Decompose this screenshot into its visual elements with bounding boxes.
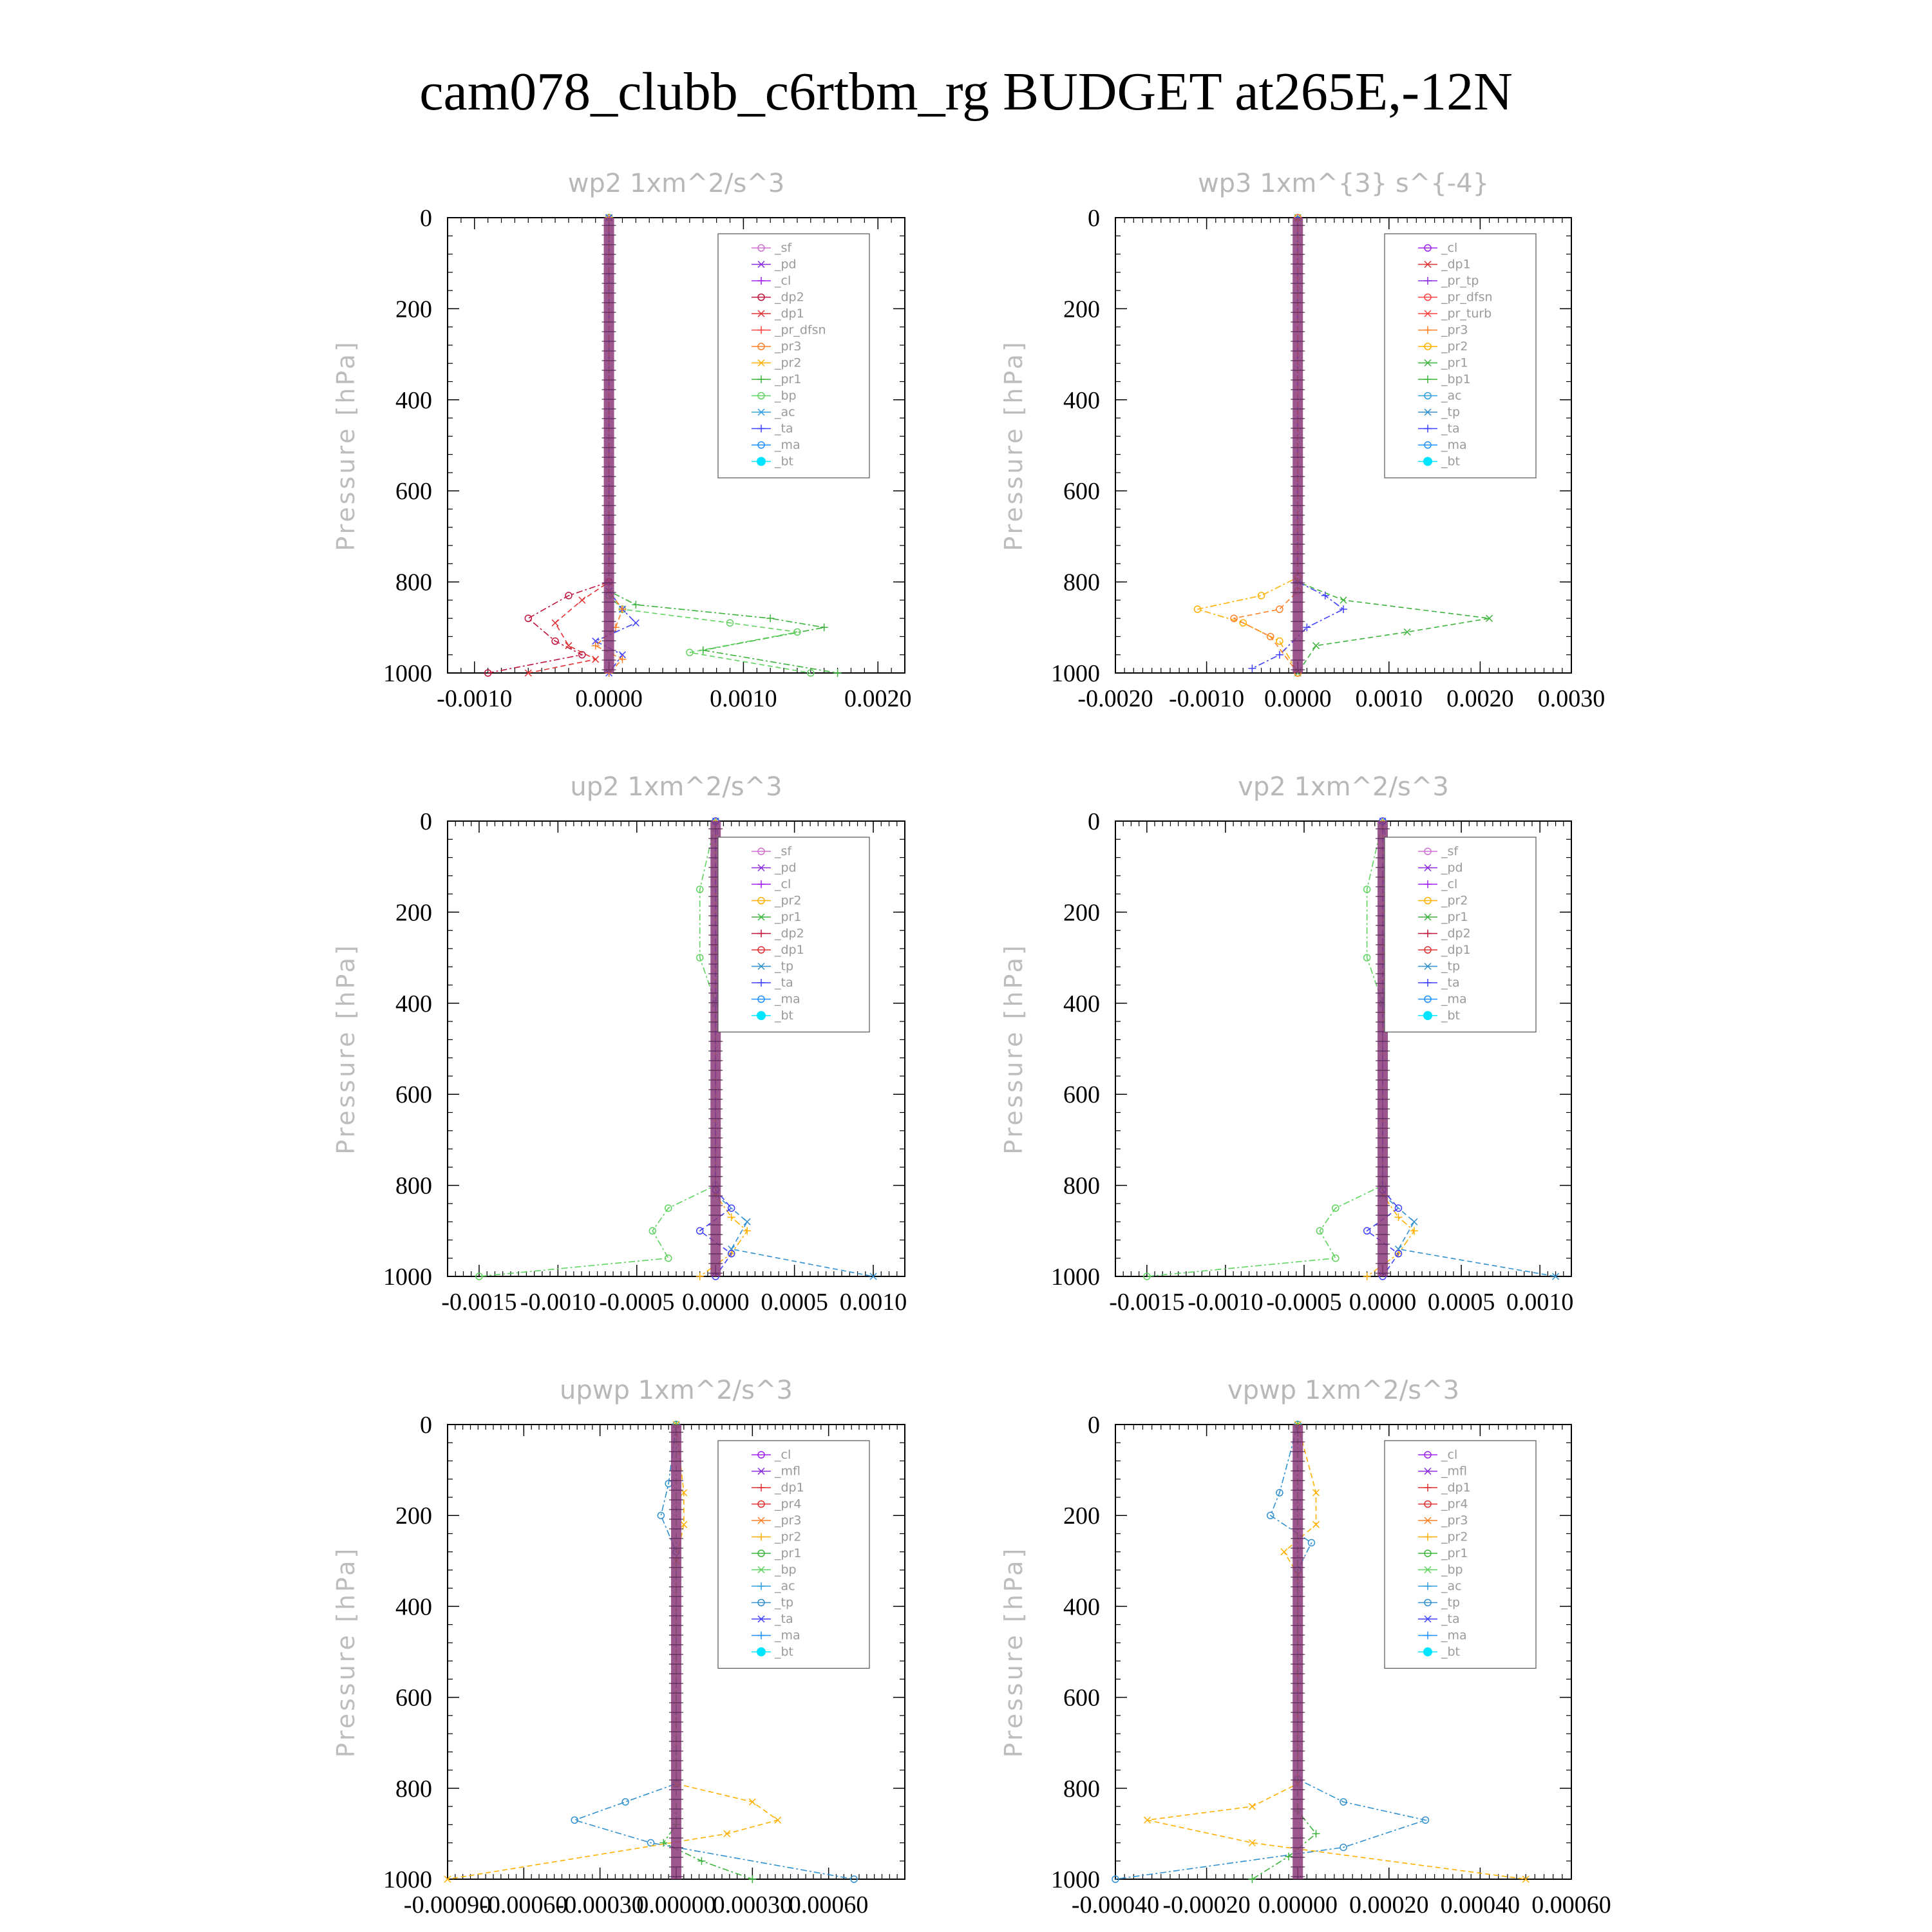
legend-label: _ta <box>775 976 793 990</box>
legend-label: _cl <box>775 274 791 288</box>
data-point-pr2 <box>696 1273 704 1280</box>
x-tick-label: 0.0020 <box>1446 685 1514 712</box>
legend-label: _pr2 <box>1441 893 1468 908</box>
y-axis-label: Pressure [hPa] <box>999 943 1028 1155</box>
legend-label: _pr2 <box>775 355 802 370</box>
y-tick-label: 600 <box>1063 1684 1100 1712</box>
y-tick-label: 1000 <box>1051 660 1100 687</box>
data-point-pr3 <box>618 656 626 663</box>
x-tick-label: 0.0000 <box>681 1289 750 1316</box>
x-tick-label: 0.00020 <box>1349 1891 1429 1918</box>
data-point-pr1 <box>1248 1875 1256 1883</box>
y-tick-label: 600 <box>395 1684 432 1712</box>
y-tick-label: 800 <box>395 569 432 596</box>
y-axis-label: Pressure [hPa] <box>332 339 360 551</box>
y-tick-label: 1000 <box>383 660 432 687</box>
legend-label: _tp <box>775 1595 794 1610</box>
panel-title: wp3 1xm^{3} s^{-4} <box>1197 169 1490 198</box>
y-tick-label: 400 <box>1063 1593 1100 1621</box>
legend-label: _pr_dfsn <box>1441 290 1493 305</box>
data-point-pr2 <box>1276 638 1283 645</box>
data-point-tp <box>571 1817 578 1823</box>
y-tick-label: 400 <box>395 386 432 414</box>
data-point-pr2 <box>1281 1549 1287 1555</box>
series-line-ta <box>596 218 636 673</box>
y-tick-label: 200 <box>395 296 432 323</box>
legend-label: _pd <box>1441 860 1463 875</box>
x-tick-label: 0.00060 <box>788 1891 869 1918</box>
legend-label: _ac <box>1441 1579 1462 1593</box>
panel-6 <box>999 1376 1611 1918</box>
data-point-pr1 <box>697 1857 705 1865</box>
legend-marker-bt <box>757 457 766 466</box>
legend-marker-bt <box>1423 457 1432 466</box>
legend-label: _ta <box>1441 421 1460 436</box>
legend-label: _bp <box>775 388 797 403</box>
x-tick-label: 0.0010 <box>710 685 777 712</box>
legend-label: _pr3 <box>775 1513 802 1528</box>
series-line-bp <box>1147 821 1383 1276</box>
y-axis-label: Pressure [hPa] <box>999 1546 1028 1758</box>
y-axis-label: Pressure [hPa] <box>999 339 1028 551</box>
x-tick-label: -0.0020 <box>1077 685 1153 712</box>
legend-label: _ma <box>1441 1628 1467 1643</box>
x-tick-label: -0.0015 <box>1109 1289 1185 1316</box>
series-line-bp <box>479 821 715 1276</box>
legend-label: _ta <box>775 1612 793 1626</box>
data-point-tp <box>744 1218 750 1225</box>
figure-title: cam078_clubb_c6rtbm_rg BUDGET at265E,-12N <box>419 62 1513 122</box>
legend-label: _dp1 <box>1441 1481 1471 1495</box>
x-tick-label: -0.00040 <box>1071 1891 1160 1918</box>
x-tick-label: -0.0010 <box>520 1289 596 1316</box>
x-tick-label: -0.0010 <box>1169 685 1245 712</box>
legend-label: _dp1 <box>1441 257 1471 272</box>
data-point-tp <box>658 1512 664 1519</box>
y-tick-label: 400 <box>395 1593 432 1621</box>
legend-label: _pr1 <box>775 1546 802 1560</box>
legend-label: _dp1 <box>775 943 804 957</box>
data-point-pr2 <box>1410 1227 1418 1235</box>
legend-label: _bp1 <box>1441 372 1471 386</box>
data-point-ta <box>632 620 639 626</box>
legend-label: _sf <box>1441 844 1459 858</box>
legend-label: _pr_turb <box>1441 307 1492 321</box>
data-point-pr2 <box>775 1817 781 1823</box>
panel-4 <box>999 772 1573 1316</box>
x-tick-label: -0.0005 <box>599 1289 675 1316</box>
x-tick-label: 0.0000 <box>1349 1289 1417 1316</box>
legend-label: _tp <box>775 959 794 974</box>
legend-label: _tp <box>1441 959 1461 974</box>
y-tick-label: 0 <box>1088 808 1100 835</box>
series-line-tp <box>1115 1425 1425 1879</box>
legend-label: _dp1 <box>1441 943 1471 957</box>
legend-label: _cl <box>775 877 791 891</box>
y-tick-label: 400 <box>395 990 432 1018</box>
data-point-pr1 <box>1340 597 1347 603</box>
legend-label: _pr2 <box>1441 339 1468 354</box>
legend-label: _ta <box>1441 976 1460 990</box>
y-tick-label: 1000 <box>383 1264 432 1291</box>
zero-profile-bundle <box>1293 218 1303 673</box>
y-tick-label: 800 <box>1063 1172 1100 1200</box>
legend-marker-bt <box>757 1011 766 1020</box>
y-tick-label: 800 <box>395 1775 432 1803</box>
data-point-pr1 <box>748 1875 756 1883</box>
y-tick-label: 0 <box>420 205 432 232</box>
legend-label: _bt <box>775 1009 794 1023</box>
legend-label: _pr4 <box>1441 1497 1468 1511</box>
legend-label: _pr1 <box>1441 910 1468 924</box>
y-tick-label: 0 <box>1088 205 1100 232</box>
data-point-pr2 <box>749 1799 755 1805</box>
legend-label: _ta <box>775 421 793 436</box>
legend-label: _pr2 <box>1441 1530 1468 1544</box>
series-line-pr2 <box>1197 218 1298 673</box>
y-tick-label: 1000 <box>383 1866 432 1893</box>
x-tick-label: 0.00000 <box>1258 1891 1338 1918</box>
y-tick-label: 800 <box>1063 1775 1100 1803</box>
x-tick-label: 0.0020 <box>844 685 912 712</box>
zero-profile-bundle <box>1293 1425 1303 1879</box>
x-tick-label: -0.0010 <box>1188 1289 1264 1316</box>
legend-label: _pr_dfsn <box>775 323 826 337</box>
zero-profile-bundle <box>604 218 614 673</box>
legend-marker-bt <box>1423 1647 1432 1656</box>
y-tick-label: 200 <box>1063 1502 1100 1530</box>
legend-label: _ma <box>1441 992 1467 1007</box>
data-point-ta <box>1340 605 1347 613</box>
series-line-dp2 <box>488 218 609 673</box>
legend-label: _bt <box>775 1645 794 1659</box>
data-point-tp <box>622 1799 629 1805</box>
legend-label: _pr2 <box>775 893 802 908</box>
x-tick-label: -0.0005 <box>1266 1289 1342 1316</box>
legend-label: _sf <box>775 241 792 255</box>
y-tick-label: 400 <box>1063 990 1100 1018</box>
data-point-pr1 <box>766 614 774 622</box>
y-tick-label: 400 <box>1063 386 1100 414</box>
data-point-pr2 <box>743 1227 751 1235</box>
y-tick-label: 0 <box>1088 1412 1100 1439</box>
legend-label: _ma <box>775 438 800 452</box>
y-tick-label: 1000 <box>1051 1866 1100 1893</box>
x-tick-label: 0.00060 <box>1531 1891 1611 1918</box>
data-point-dp2 <box>525 615 531 621</box>
zero-profile-bundle <box>671 1425 681 1879</box>
data-point-tp <box>1411 1218 1417 1225</box>
data-point-pr2 <box>1313 1521 1320 1528</box>
legend-label: _dp2 <box>775 926 804 941</box>
panel-3 <box>332 772 907 1316</box>
data-point-ta <box>1321 592 1329 600</box>
legend-label: _pr2 <box>775 1530 802 1544</box>
data-point-pr2 <box>1394 1213 1402 1221</box>
y-tick-label: 0 <box>420 808 432 835</box>
legend-label: _ma <box>775 1628 800 1643</box>
legend-label: _pr3 <box>775 339 802 354</box>
data-point-pr2 <box>728 1213 735 1221</box>
x-tick-label: -0.00090 <box>403 1891 492 1918</box>
x-tick-label: -0.0015 <box>441 1289 517 1316</box>
x-tick-label: -0.0010 <box>437 685 513 712</box>
legend-label: _ta <box>1441 1612 1460 1626</box>
data-point-pr1 <box>834 669 842 677</box>
y-tick-label: 200 <box>395 1502 432 1530</box>
x-tick-label: -0.00060 <box>480 1891 568 1918</box>
legend-label: _dp1 <box>775 307 804 321</box>
y-tick-label: 600 <box>1063 1081 1100 1109</box>
y-axis-label: Pressure [hPa] <box>332 943 360 1155</box>
legend-label: _bp <box>775 1562 797 1577</box>
x-tick-label: 0.0010 <box>1355 685 1423 712</box>
legend-label: _cl <box>1441 877 1458 891</box>
x-tick-label: 0.0000 <box>1264 685 1332 712</box>
legend-label: _pr1 <box>1441 1546 1468 1560</box>
legend-label: _cl <box>775 1448 791 1462</box>
series-line-pr1 <box>1252 1425 1316 1879</box>
panel-title: wp2 1xm^2/s^3 <box>567 169 785 198</box>
legend-label: _dp1 <box>775 1481 804 1495</box>
x-tick-label: 0.00030 <box>712 1891 793 1918</box>
legend-label: _pr1 <box>775 372 802 386</box>
y-tick-label: 600 <box>1063 478 1100 506</box>
x-tick-label: 0.0005 <box>1427 1289 1495 1316</box>
y-tick-label: 600 <box>395 1081 432 1109</box>
x-tick-label: -0.00030 <box>556 1891 644 1918</box>
data-point-dp1 <box>579 597 585 603</box>
legend-label: _bt <box>775 454 794 469</box>
legend-label: _bt <box>1441 454 1461 469</box>
legend-label: _pr1 <box>1441 355 1468 370</box>
legend-label: _tp <box>1441 1595 1461 1610</box>
x-tick-label: 0.0000 <box>575 685 643 712</box>
x-tick-label: -0.00020 <box>1162 1891 1251 1918</box>
data-point-pr3 <box>1276 606 1283 612</box>
x-tick-label: 0.00040 <box>1440 1891 1520 1918</box>
y-tick-label: 800 <box>395 1172 432 1200</box>
x-tick-label: 0.0005 <box>761 1289 828 1316</box>
series-line-pr3 <box>1234 218 1298 673</box>
legend-label: _ma <box>775 992 800 1007</box>
y-tick-label: 800 <box>1063 569 1100 596</box>
x-tick-label: 0.00000 <box>636 1891 716 1918</box>
legend-label: _bt <box>1441 1009 1461 1023</box>
panel-title: vpwp 1xm^2/s^3 <box>1227 1376 1460 1405</box>
legend-label: _pr3 <box>1441 323 1468 337</box>
legend-label: _mfl <box>775 1464 800 1479</box>
data-point-pr2 <box>1249 1803 1255 1810</box>
legend-label: _cl <box>1441 241 1458 255</box>
legend-label: _tp <box>1441 405 1461 419</box>
data-point-pr1 <box>659 1839 667 1847</box>
data-point-dp1 <box>592 656 599 663</box>
legend-label: _pr4 <box>775 1497 802 1511</box>
legend-label: _cl <box>1441 1448 1458 1462</box>
data-point-dp1 <box>552 620 558 626</box>
y-tick-label: 600 <box>395 478 432 506</box>
legend-label: _dp2 <box>1441 926 1471 941</box>
y-tick-label: 200 <box>1063 296 1100 323</box>
series-line-dp1 <box>528 218 609 673</box>
legend-label: _pd <box>775 257 797 272</box>
data-point-pr2 <box>1313 1490 1320 1496</box>
legend-marker-bt <box>757 1647 766 1656</box>
panel-5 <box>332 1376 905 1918</box>
x-tick-label: 0.0030 <box>1537 685 1605 712</box>
data-point-pr1 <box>632 601 639 609</box>
legend-marker-bt <box>1423 1011 1432 1020</box>
y-axis-label: Pressure [hPa] <box>332 1546 360 1758</box>
y-tick-label: 0 <box>420 1412 432 1439</box>
legend-label: _bp <box>1441 1562 1463 1577</box>
legend-label: _ma <box>1441 438 1467 452</box>
y-tick-label: 200 <box>1063 899 1100 927</box>
data-point-ta <box>1248 665 1256 672</box>
panel-title: upwp 1xm^2/s^3 <box>560 1376 793 1405</box>
legend-label: _pd <box>775 860 797 875</box>
y-tick-label: 200 <box>395 899 432 927</box>
data-point-pr1 <box>820 623 828 631</box>
legend-label: _mfl <box>1441 1464 1467 1479</box>
legend-label: _sf <box>775 844 792 858</box>
legend-label: _ac <box>1441 388 1462 403</box>
panel-1 <box>332 169 911 712</box>
x-tick-label: 0.0010 <box>839 1289 907 1316</box>
legend-label: _ac <box>775 1579 795 1593</box>
data-point-pr2 <box>724 1830 730 1837</box>
legend-label: _pr3 <box>1441 1513 1468 1528</box>
x-tick-label: 0.0010 <box>1506 1289 1574 1316</box>
legend-label: _pr1 <box>775 910 802 924</box>
panel-title: vp2 1xm^2/s^3 <box>1238 772 1449 802</box>
legend-label: _pr_tp <box>1441 274 1479 288</box>
panel-title: up2 1xm^2/s^3 <box>570 772 782 802</box>
legend-label: _bt <box>1441 1645 1461 1659</box>
panel-2 <box>999 169 1605 712</box>
legend-label: _ac <box>775 405 795 419</box>
y-tick-label: 1000 <box>1051 1264 1100 1291</box>
data-point-pr2 <box>1363 1273 1371 1280</box>
data-point-pr1 <box>1313 643 1320 649</box>
legend-label: _dp2 <box>775 290 804 305</box>
